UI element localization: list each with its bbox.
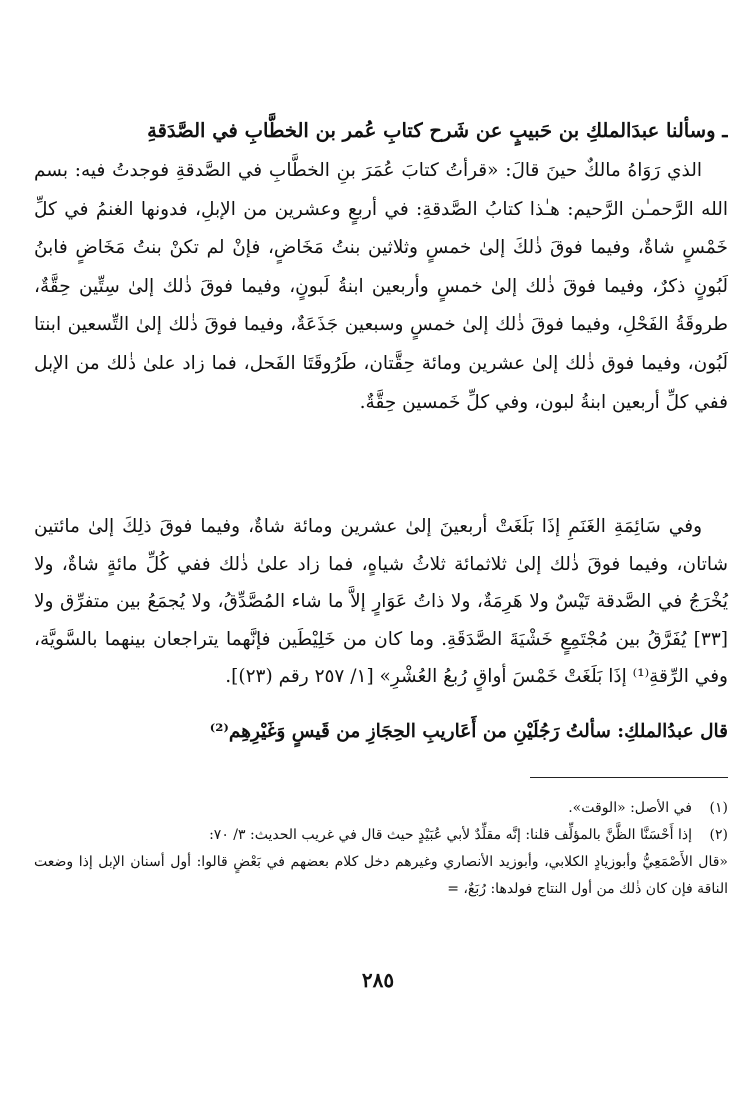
footnote-1	[34, 795, 728, 822]
footnote-2-continuation: «قال الأَصْمَعِيُّ وأبوزيادٍ الكلابي، وأبوزيد الأنصاري وغيرهم دخل كلام بعضهم في بَعْضٍ قالوا: أول أسنان الإبل إذا وضعت الناقة فإن كان ذٰلك من أول النتاج فولدها: رُبَعٌ، =	[34, 854, 728, 897]
footnote-number: (١)	[709, 800, 728, 816]
body-paragraph-1-text: الذي رَوَاهُ مالكٌ حينَ قالَ: «قرأتُ كتابَ عُمَرَ بنِ الخطَّابِ في الصَّدقةِ فوجدتُ فيه: بسم الله الرَّحمـٰن الرَّحيم: هـٰذا كتابُ الصَّدقةِ: في أربعٍ وعشرين من الإبلِ، فدونها الغنمُ في كلِّ خَمْسٍ شاةٌ، وفيما فوقَ ذٰلكَ إلىٰ خمسٍ وثلاثين بنتُ مَخَاضٍ، فإنْ لم تكنْ بنتُ مَخَاضٍ فابنُ لَبُونٍ ذكرٌ، وفيما فوقَ ذٰلك إلىٰ خمسٍ وأربعين ابنةُ لَبونٍ، وفيما فوقَ ذٰلك إلىٰ سِتِّين حِقَّةٌ، طروقَةُ الفَحْلِ، وفيما فوقَ ذٰلك إلىٰ خمسٍ وسبعين جَذَعَةٌ، وفيما فوقَ ذٰلك إلىٰ التِّسعين ابنتا لَبُون، وفيما فوق ذٰلك إلىٰ عشرين ومائة حِقَّتان، طَرُوقَتَا الفَحل، فما زاد علىٰ ذٰلك من الإبل ففي كلِّ أربعين ابنةُ لبون، وفي كلِّ خَمسين حِقَّةٌ.	[34, 160, 728, 413]
body-paragraph-2	[34, 508, 728, 696]
footnote-divider	[530, 777, 728, 778]
footnote-2	[34, 822, 728, 849]
footnote-text: في الأصل: «الوقت».	[568, 800, 692, 816]
footnote-text: إذا أَحْسَنَّا الظَّنَّ بالمؤلِّف قلنا: إنَّه مقلِّدٌ لأبي عُبَيْدٍ حيث قال في غريب الحديث: ٣/ ٧٠:	[209, 827, 692, 843]
section-heading: ـ وسألنا عبدَالملكِ بن حَبيبٍ عن شَرح كتابِ عُمر بن الخطَّابِ في الصَّدَقةِ	[147, 119, 728, 142]
body-paragraph-1	[34, 152, 728, 422]
body-paragraph-3: قال عبدُالملكِ: سألتُ رَجُلَيْنِ من أَعَاريبِ الحِجَازِ من قَيسٍ وَغَيْرِهِم⁽²⁾	[209, 721, 728, 742]
body-paragraph-2-text: وفي سَائِمَةِ الغَنَمِ إذَا بَلَغَتْ أربعينَ إلىٰ عشرين ومائة شاةٌ، وفيما فوقَ ذلِكَ إلىٰ مائتين شاتان، وفيما فوقَ ذٰلك إلىٰ ثلاثمائة ثلاثُ شياهٍ، فما زاد علىٰ ذٰلك ففي كُلِّ مائةٍ شاةٌ، ولا يُخْرَجُ في الصَّدقة تَيْسٌ ولا هَرِمَةٌ، ولا ذاتُ عَوَارٍ إلاَّ ما شاء المُصَّدِّقُ، ولا يُجمَعُ بين متفرِّق ولا [٣٣] يُفَرَّقُ بين مُجْتَمِعٍ خَشْيَةَ الصَّدَقَةِ. وما كان من خَلِيْطَين فإنَّهما يتراجعان بينهما بالسَّويَّة، وفي الرِّقةِ⁽¹⁾ إذَا بَلَغَتْ خَمْسَ أواقٍ رُبعُ العُشْرِ» [١/ ٢٥٧ رقم (٢٣)].	[34, 516, 728, 688]
footnote-number: (٢)	[709, 827, 728, 843]
footnotes	[34, 795, 728, 903]
page-number: ٢٨٥	[361, 968, 395, 992]
